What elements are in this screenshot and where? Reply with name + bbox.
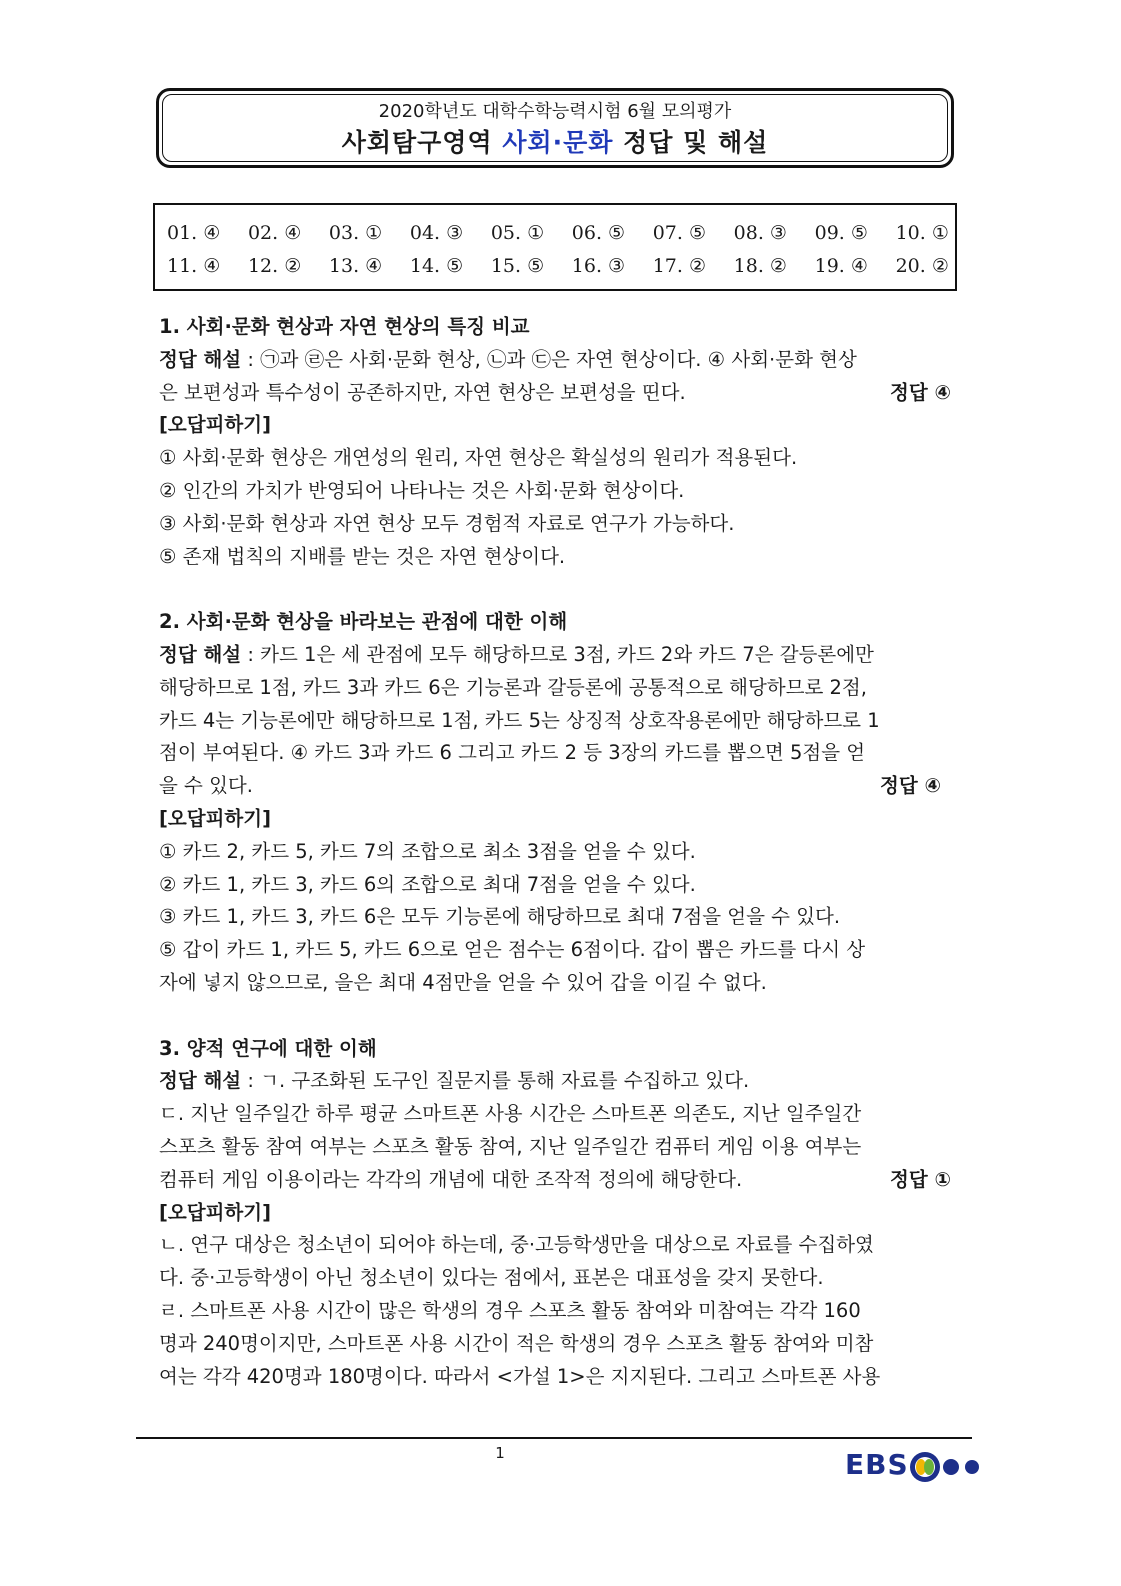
q2-answer: 정답 ④ bbox=[880, 774, 941, 798]
q2-text: 을 수 있다. bbox=[159, 774, 253, 798]
q3-explain-line bbox=[159, 1065, 951, 1098]
ebs-logo-text: EBS bbox=[845, 1448, 909, 1481]
q3-wrong-item: 명과 240명이지만, 스마트폰 사용 시간이 적은 학생의 경우 스포츠 활동 참여와 미참 bbox=[159, 1331, 874, 1355]
q3-wrong-item: 여는 각각 420명과 180명이다. 따라서 <가설 1>은 지지된다. 그리고 스마트폰 사용 bbox=[159, 1364, 881, 1388]
answer-cell: 12. ② bbox=[247, 255, 302, 277]
answer-cell: 03. ① bbox=[328, 222, 383, 244]
answer-cell: 02. ④ bbox=[247, 222, 302, 244]
title-box bbox=[156, 88, 954, 168]
q2-explain-line: 해당하므로 1점, 카드 3과 카드 6은 기능론과 갈등론에 공통적으로 해당하므로 2점, bbox=[159, 675, 867, 699]
q3-wrong-item: 다. 중·고등학생이 아닌 청소년이 있다는 점에서, 표본은 대표성을 갖지 못한다. bbox=[159, 1266, 824, 1290]
q1-text: : ㉠과 ㉣은 사회·문화 현상, ㉡과 ㉢은 자연 현상이다. ④ 사회·문화 현상 bbox=[241, 347, 857, 371]
q2-label: 정답 해설 bbox=[159, 642, 242, 666]
q1-wrong-item: ① 사회·문화 현상은 개연성의 원리, 자연 현상은 확실성의 원리가 적용된다. bbox=[159, 446, 798, 470]
q2-explain-line bbox=[159, 770, 951, 803]
q3-wrong-item: ㄹ. 스마트폰 사용 시간이 많은 학생의 경우 스포츠 활동 참여와 미참여는 각각 160 bbox=[159, 1298, 861, 1322]
answer-cell: 17. ② bbox=[652, 255, 707, 277]
q2-wrong-item: ① 카드 2, 카드 5, 카드 7의 조합으로 최소 3점을 얻을 수 있다. bbox=[159, 839, 696, 863]
subject-name: 사회·문화 bbox=[502, 128, 614, 157]
answer-cell: 14. ⑤ bbox=[409, 255, 464, 277]
q2-wrong-item: ③ 카드 1, 카드 3, 카드 6은 모두 기능론에 해당하므로 최대 7점을 얻을 수 있다. bbox=[159, 905, 841, 929]
explanations bbox=[159, 311, 951, 1393]
exam-title: 2020학년도 대학수학능력시험 6월 모의평가 bbox=[378, 101, 732, 122]
answer-cell: 16. ③ bbox=[571, 255, 626, 277]
answer-cell: 06. ⑤ bbox=[571, 222, 626, 244]
q1-wrong-item: ② 인간의 가치가 반영되어 나타나는 것은 사회·문화 현상이다. bbox=[159, 478, 685, 502]
ebs-logo-icon bbox=[845, 1448, 985, 1488]
subject-title bbox=[159, 126, 951, 160]
subject-title-post: 정답 및 해설 bbox=[613, 128, 769, 157]
spacer bbox=[159, 1000, 951, 1033]
q1-wrong-label: [오답피하기] bbox=[159, 413, 272, 437]
answer-cell: 20. ② bbox=[895, 255, 949, 277]
q1-text: 은 보편성과 특수성이 공존하지만, 자연 현상은 보편성을 띤다. bbox=[159, 380, 686, 404]
q2-explain-line: 점이 부여된다. ④ 카드 3과 카드 6 그리고 카드 2 등 3장의 카드를 뽑으면 5점을 얻 bbox=[159, 741, 866, 765]
answer-cell: 01. ④ bbox=[167, 222, 221, 244]
q1-explain-line bbox=[159, 344, 951, 377]
answer-cell: 09. ⑤ bbox=[814, 222, 868, 244]
answer-key bbox=[153, 203, 957, 291]
answer-cell: 13. ④ bbox=[328, 255, 383, 277]
q3-text: 컴퓨터 게임 이용이라는 각각의 개념에 대한 조작적 정의에 해당한다. bbox=[159, 1167, 743, 1191]
q1-wrong-item: ⑤ 존재 법칙의 지배를 받는 것은 자연 현상이다. bbox=[159, 544, 566, 568]
subject-title-pre: 사회탐구영역 bbox=[341, 128, 503, 157]
q2-explain-line: 카드 4는 기능론에만 해당하므로 1점, 카드 5는 상징적 상호작용론에만 해당하므로 1 bbox=[159, 708, 880, 732]
q2-title: 2. 사회·문화 현상을 바라보는 관점에 대한 이해 bbox=[159, 610, 568, 634]
q3-text: : ㄱ. 구조화된 도구인 질문지를 통해 자료를 수집하고 있다. bbox=[241, 1069, 750, 1093]
q1-wrong-item: ③ 사회·문화 현상과 자연 현상 모두 경험적 자료로 연구가 가능하다. bbox=[159, 511, 735, 535]
answer-cell: 07. ⑤ bbox=[652, 222, 707, 244]
q2-wrong-item: ② 카드 1, 카드 3, 카드 6의 조합으로 최대 7점을 얻을 수 있다. bbox=[159, 872, 696, 896]
q3-explain-line: ㄷ. 지난 일주일간 하루 평균 스마트폰 사용 시간은 스마트폰 의존도, 지난 일주일간 bbox=[159, 1102, 862, 1126]
q3-wrong-item: ㄴ. 연구 대상은 청소년이 되어야 하는데, 중·고등학생만을 대상으로 자료를 수집하였 bbox=[159, 1233, 874, 1257]
answer-cell: 11. ④ bbox=[167, 255, 221, 277]
q3-explain-line: 스포츠 활동 참여 여부는 스포츠 활동 참여, 지난 일주일간 컴퓨터 게임 이용 여부는 bbox=[159, 1134, 862, 1158]
ebs-logo bbox=[845, 1448, 985, 1488]
q2-wrong-item: 자에 넣지 않으므로, 을은 최대 4점만을 얻을 수 있어 갑을 이길 수 없다. bbox=[159, 970, 767, 994]
q3-label: 정답 해설 bbox=[159, 1069, 242, 1093]
q2-wrong-item: ⑤ 갑이 카드 1, 카드 5, 카드 6으로 얻은 점수는 6점이다. 갑이 뽑은 카드를 다시 상 bbox=[159, 938, 866, 962]
footer-rule bbox=[136, 1437, 972, 1439]
q3-title: 3. 양적 연구에 대한 이해 bbox=[159, 1036, 377, 1060]
page-number: 1 bbox=[495, 1444, 505, 1462]
q3-explain-line bbox=[159, 1164, 951, 1197]
q2-text: : 카드 1은 세 관점에 모두 해당하므로 3점, 카드 2와 카드 7은 갈등론에만 bbox=[241, 642, 874, 666]
answer-row-1 bbox=[167, 217, 949, 250]
q1-answer: 정답 ④ bbox=[890, 380, 951, 404]
q1-title: 1. 사회·문화 현상과 자연 현상의 특징 비교 bbox=[159, 315, 530, 338]
answer-cell: 08. ③ bbox=[733, 222, 787, 244]
answer-row-2 bbox=[167, 250, 949, 283]
q3-answer: 정답 ① bbox=[890, 1167, 951, 1191]
q1-label: 정답 해설 bbox=[159, 347, 242, 371]
q3-wrong-label: [오답피하기] bbox=[159, 1200, 272, 1224]
answer-cell: 18. ② bbox=[733, 255, 787, 277]
answer-cell: 10. ① bbox=[895, 222, 949, 244]
q2-explain-line bbox=[159, 639, 951, 672]
spacer bbox=[159, 573, 951, 606]
answer-cell: 04. ③ bbox=[409, 222, 464, 244]
answer-cell: 15. ⑤ bbox=[490, 255, 545, 277]
q1-explain-line bbox=[159, 377, 951, 410]
answer-cell: 19. ④ bbox=[814, 255, 868, 277]
q2-wrong-label: [오답피하기] bbox=[159, 806, 272, 830]
answer-cell: 05. ① bbox=[490, 222, 545, 244]
